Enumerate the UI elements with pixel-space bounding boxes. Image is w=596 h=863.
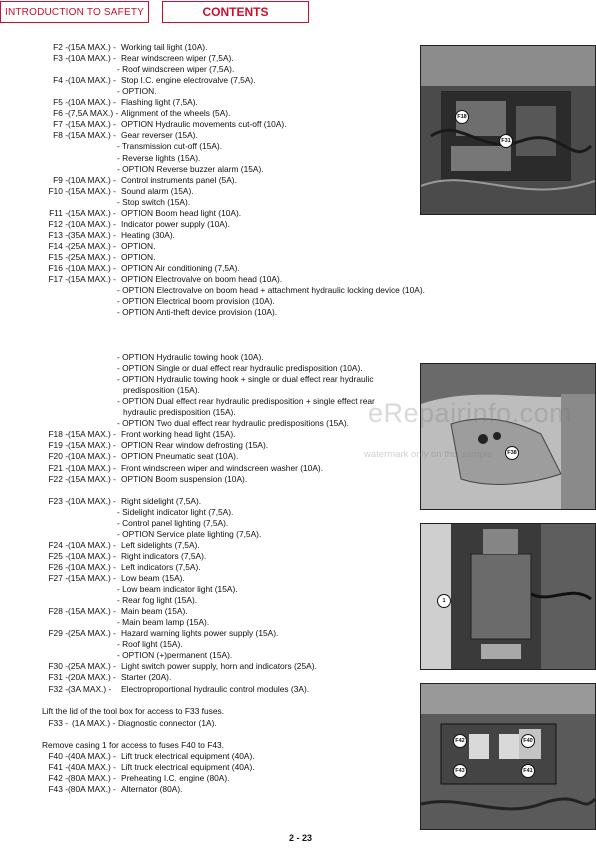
fuse-description: - Main beam lamp (15A). — [117, 617, 210, 628]
fuse-rating: (15A MAX.) - — [68, 440, 116, 451]
fuse-code: F7 - — [53, 119, 68, 130]
fuse-description: Alignment of the wheels (5A). — [121, 108, 231, 119]
fuse-code: F29 - — [48, 628, 68, 639]
fuse-description: - OPTION Dual effect rear hydraulic predisposition + single effect rear — [117, 396, 375, 407]
fuse-description: - Stop switch (15A). — [117, 196, 191, 207]
page-number: 2 - 23 — [289, 833, 313, 843]
fuse-description: Right sidelight (7,5A). — [121, 495, 202, 506]
fuse-description: - OPTION Anti-theft device provision (10A). — [117, 307, 278, 318]
fuse-rating: (10A MAX.) - — [68, 462, 116, 473]
fuse-rating: (10A MAX.) - — [68, 495, 116, 506]
fuse-code: F15 - — [48, 251, 68, 262]
fuse-description: Starter (20A). — [121, 672, 172, 683]
fuse-box-photo-1-art — [421, 46, 595, 214]
fuse-description: Front working head light (15A). — [121, 429, 236, 440]
fuse-description: - Low beam indicator light (15A). — [117, 584, 238, 595]
fuse-box-photo-3 — [420, 523, 596, 670]
fuse-rating: (10A MAX.) - — [68, 539, 116, 550]
callout-f31: F31 — [499, 134, 513, 148]
fuse-code: F19 - — [48, 440, 68, 451]
fuse-description: - Sidelight indicator light (7,5A). — [117, 506, 234, 517]
fuse-description: Indicator power supply (10A). — [121, 218, 230, 229]
fuse-rating: (15A MAX.) - — [68, 130, 116, 141]
fuse-code: F12 - — [48, 218, 68, 229]
fuse-rating: (15A MAX.) - — [68, 185, 116, 196]
fuse-code: F22 - — [48, 473, 68, 484]
fuse-box-photo-1 — [420, 45, 596, 215]
fuse-description: Light switch power supply, horn and indicators (25A). — [121, 661, 317, 672]
fuse-code: F10 - — [48, 185, 68, 196]
fuse-box-photo-2-art — [421, 364, 595, 509]
fuse-rating: (25A MAX.) - — [68, 628, 116, 639]
fuse-description: - Roof light (15A). — [117, 639, 183, 650]
fuse-description: Lift truck electrical equipment (40A). — [121, 762, 255, 773]
fuse-code: F14 - — [48, 240, 68, 251]
fuse-description: OPTION Rear window defrosting (15A). — [121, 440, 269, 451]
fuse-code: F30 - — [48, 661, 68, 672]
fuse-rating: (15A MAX.) - — [68, 274, 116, 285]
fuse-description: Electroproportional hydraulic control modules (3A). — [121, 683, 310, 694]
watermark-brand: eRepairinfo.com — [368, 398, 573, 428]
fuse-code: F16 - — [48, 263, 68, 273]
fuse-description: Flashing light (7,5A). — [121, 97, 198, 108]
contents-button[interactable]: CONTENTS — [162, 1, 309, 23]
fuse-rating: (15A MAX.) - — [68, 207, 116, 218]
fuse-code: F42 - — [48, 773, 68, 784]
fuse-description: - OPTION Reverse buzzer alarm (15A). — [117, 163, 264, 174]
fuse-rating: (15A MAX.) - — [68, 606, 116, 617]
fuse-description: - Rear fog light (15A). — [117, 595, 198, 606]
fuse-description: - OPTION Electrical boom provision (10A). — [117, 296, 275, 307]
fuse-description: Gear reverser (15A). — [121, 130, 198, 141]
callout-f40: F40 — [521, 734, 535, 748]
callout-f42: F42 — [453, 734, 467, 748]
fuse-code: F31 - — [48, 672, 68, 683]
fuse-code: F28 - — [48, 606, 68, 617]
fuse-description: Heating (30A). — [121, 229, 175, 240]
fuse-description: Main beam (15A). — [121, 606, 188, 617]
fuse-rating: (25A MAX.) - — [68, 661, 116, 672]
fuse-description: OPTION Boom head light (10A). — [121, 207, 242, 218]
fuse-rating: (10A MAX.) - — [68, 174, 116, 185]
fuse-code: F25 - — [48, 550, 68, 561]
fuse-code: F43 - — [48, 784, 68, 795]
fuse-rating: (7,5A MAX.) - — [68, 108, 119, 119]
fuse-code: F23 - — [48, 495, 68, 506]
fuse-description: Left indicators (7,5A). — [121, 561, 201, 572]
fuse-description: Lift truck electrical equipment (40A). — [121, 751, 255, 761]
fuse-rating: (10A MAX.) - — [68, 75, 116, 86]
fuse-description: Left sidelights (7,5A). — [121, 539, 200, 550]
fuse-description: - Roof windscreen wiper (7,5A). — [117, 64, 235, 75]
fuse-code: F4 - — [53, 75, 68, 86]
fuse-code: F20 - — [48, 451, 68, 462]
callout-f18: F18 — [455, 110, 469, 124]
fuse-code: F41 - — [48, 762, 68, 773]
fuse-description: - OPTION Two dual effect rear hydraulic predispositions (15A). — [117, 418, 349, 429]
fuse-description: Stop I.C. engine electrovalve (7,5A). — [121, 75, 256, 86]
fuse-description: predisposition (15A). — [123, 385, 200, 396]
fuse-description: OPTION Hydraulic movements cut-off (10A). — [121, 119, 287, 130]
fuse-rating: (80A MAX.) - — [68, 784, 116, 795]
fuse-description: - Transmission cut-off (15A). — [117, 141, 223, 152]
fuse-code: F3 - — [53, 53, 68, 64]
fuse-rating: (15A MAX.) - — [68, 42, 116, 52]
fuse-description: Rear windscreen wiper (7,5A). — [121, 53, 234, 64]
fuse-description: Front windscreen wiper and windscreen washer (10A). — [121, 462, 324, 473]
fuse-code: F13 - — [48, 229, 68, 240]
fuse-code: F18 - — [48, 429, 68, 440]
fuse-description: Preheating I.C. engine (80A). — [121, 773, 230, 784]
fuse-code: F27 - — [48, 573, 68, 583]
fuse-description: - OPTION. — [117, 86, 157, 97]
fuse-rating: (15A MAX.) - — [68, 473, 116, 484]
fuse-rating: (15A MAX.) - — [68, 573, 116, 583]
fuse-code: F2 - — [53, 42, 68, 52]
fuse-box-photo-2 — [420, 363, 596, 510]
fuse-rating: (10A MAX.) - — [68, 53, 116, 64]
fuse-description: Hazard warning lights power supply (15A). — [121, 628, 279, 639]
fuse-description: Control instruments panel (5A). — [121, 174, 237, 185]
fuse-rating: (20A MAX.) - — [68, 672, 116, 683]
fuse-description: OPTION. — [121, 240, 156, 251]
callout-f41: F41 — [521, 764, 535, 778]
fuse-rating: (25A MAX.) - — [68, 240, 116, 251]
fuse-rating: (25A MAX.) - — [68, 251, 116, 262]
fuse-rating: (15A MAX.) - — [68, 429, 116, 440]
fuse-box-photo-4 — [420, 683, 596, 830]
fuse-description: Low beam (15A). — [121, 573, 185, 583]
fuse-rating: (10A MAX.) - — [68, 218, 116, 229]
fuse-description: OPTION Air conditioning (7,5A). — [121, 263, 240, 273]
callout-f43: F43 — [453, 764, 467, 778]
fuse-description: - OPTION Hydraulic towing hook (10A). — [117, 352, 264, 362]
watermark-note: watermark only on this sample — [364, 449, 493, 460]
fuse-rating: (15A MAX.) - — [68, 119, 116, 130]
fuse-code: F5 - — [53, 97, 68, 108]
fuse-description: Alternator (80A). — [121, 784, 183, 795]
fuse-rating: (10A MAX.) - — [68, 451, 116, 462]
fuse-box-photo-4-art — [421, 684, 595, 829]
fuse-description: - Reverse lights (15A). — [117, 152, 201, 163]
fuse-rating: (10A MAX.) - — [68, 550, 116, 561]
fuse-description: - OPTION (+)permanent (15A). — [117, 650, 233, 661]
fuse-code: F11 - — [49, 207, 68, 218]
fuse-code: F24 - — [48, 539, 68, 550]
fuse-code: F26 - — [48, 561, 68, 572]
fuse-description: - OPTION Hydraulic towing hook + single or dual effect rear hydraulic — [117, 374, 374, 385]
fuse-rating: (10A MAX.) - — [68, 97, 116, 108]
fuse-rating: (10A MAX.) - — [68, 561, 116, 572]
callout-f38: F38 — [505, 446, 519, 460]
introduction-to-safety-button[interactable]: INTRODUCTION TO SAFETY — [0, 1, 149, 23]
fuse-code: F21 - — [48, 462, 68, 473]
fuse-code: F40 - — [48, 751, 68, 761]
fuse-rating: (40A MAX.) - — [68, 762, 116, 773]
fuse-description: Sound alarm (15A). — [121, 185, 194, 196]
fuse-rating: (3A MAX.) - — [68, 683, 112, 694]
fuse-description: OPTION Boom suspension (10A). — [121, 473, 248, 484]
fuse-description: - OPTION Service plate lighting (7,5A). — [117, 528, 262, 539]
fuse-code: F6 - — [53, 108, 68, 119]
fuse-rating: (10A MAX.) - — [68, 263, 116, 273]
fuse-rating: (80A MAX.) - — [68, 773, 116, 784]
callout-1: 1 — [437, 594, 451, 608]
fuse-description: - OPTION Electrovalve on boom head + attachment hydraulic locking device (10A). — [117, 285, 425, 296]
fuse-description: OPTION Pneumatic seat (10A). — [121, 451, 239, 462]
fuse-code: F8 - — [53, 130, 68, 141]
fuse-code: F32 - — [48, 683, 68, 694]
fuse-description: hydraulic predisposition (15A). — [123, 407, 236, 418]
fuse-description: Right indicators (7,5A). — [121, 550, 207, 561]
fuse-description: Working tail light (10A). — [121, 42, 208, 52]
fuse-rating: (40A MAX.) - — [68, 751, 116, 761]
fuse-code: F9 - — [53, 174, 68, 185]
fuse-code: F17 - — [48, 274, 68, 285]
fuse-rating: (35A MAX.) - — [68, 229, 116, 240]
fuse-description: OPTION Electrovalve on boom head (10A). — [121, 274, 283, 285]
fuse-description: - Control panel lighting (7,5A). — [117, 517, 229, 528]
fuse-description: OPTION. — [121, 251, 156, 262]
fuse-description: - OPTION Single or dual effect rear hydraulic predisposition (10A). — [117, 363, 363, 374]
